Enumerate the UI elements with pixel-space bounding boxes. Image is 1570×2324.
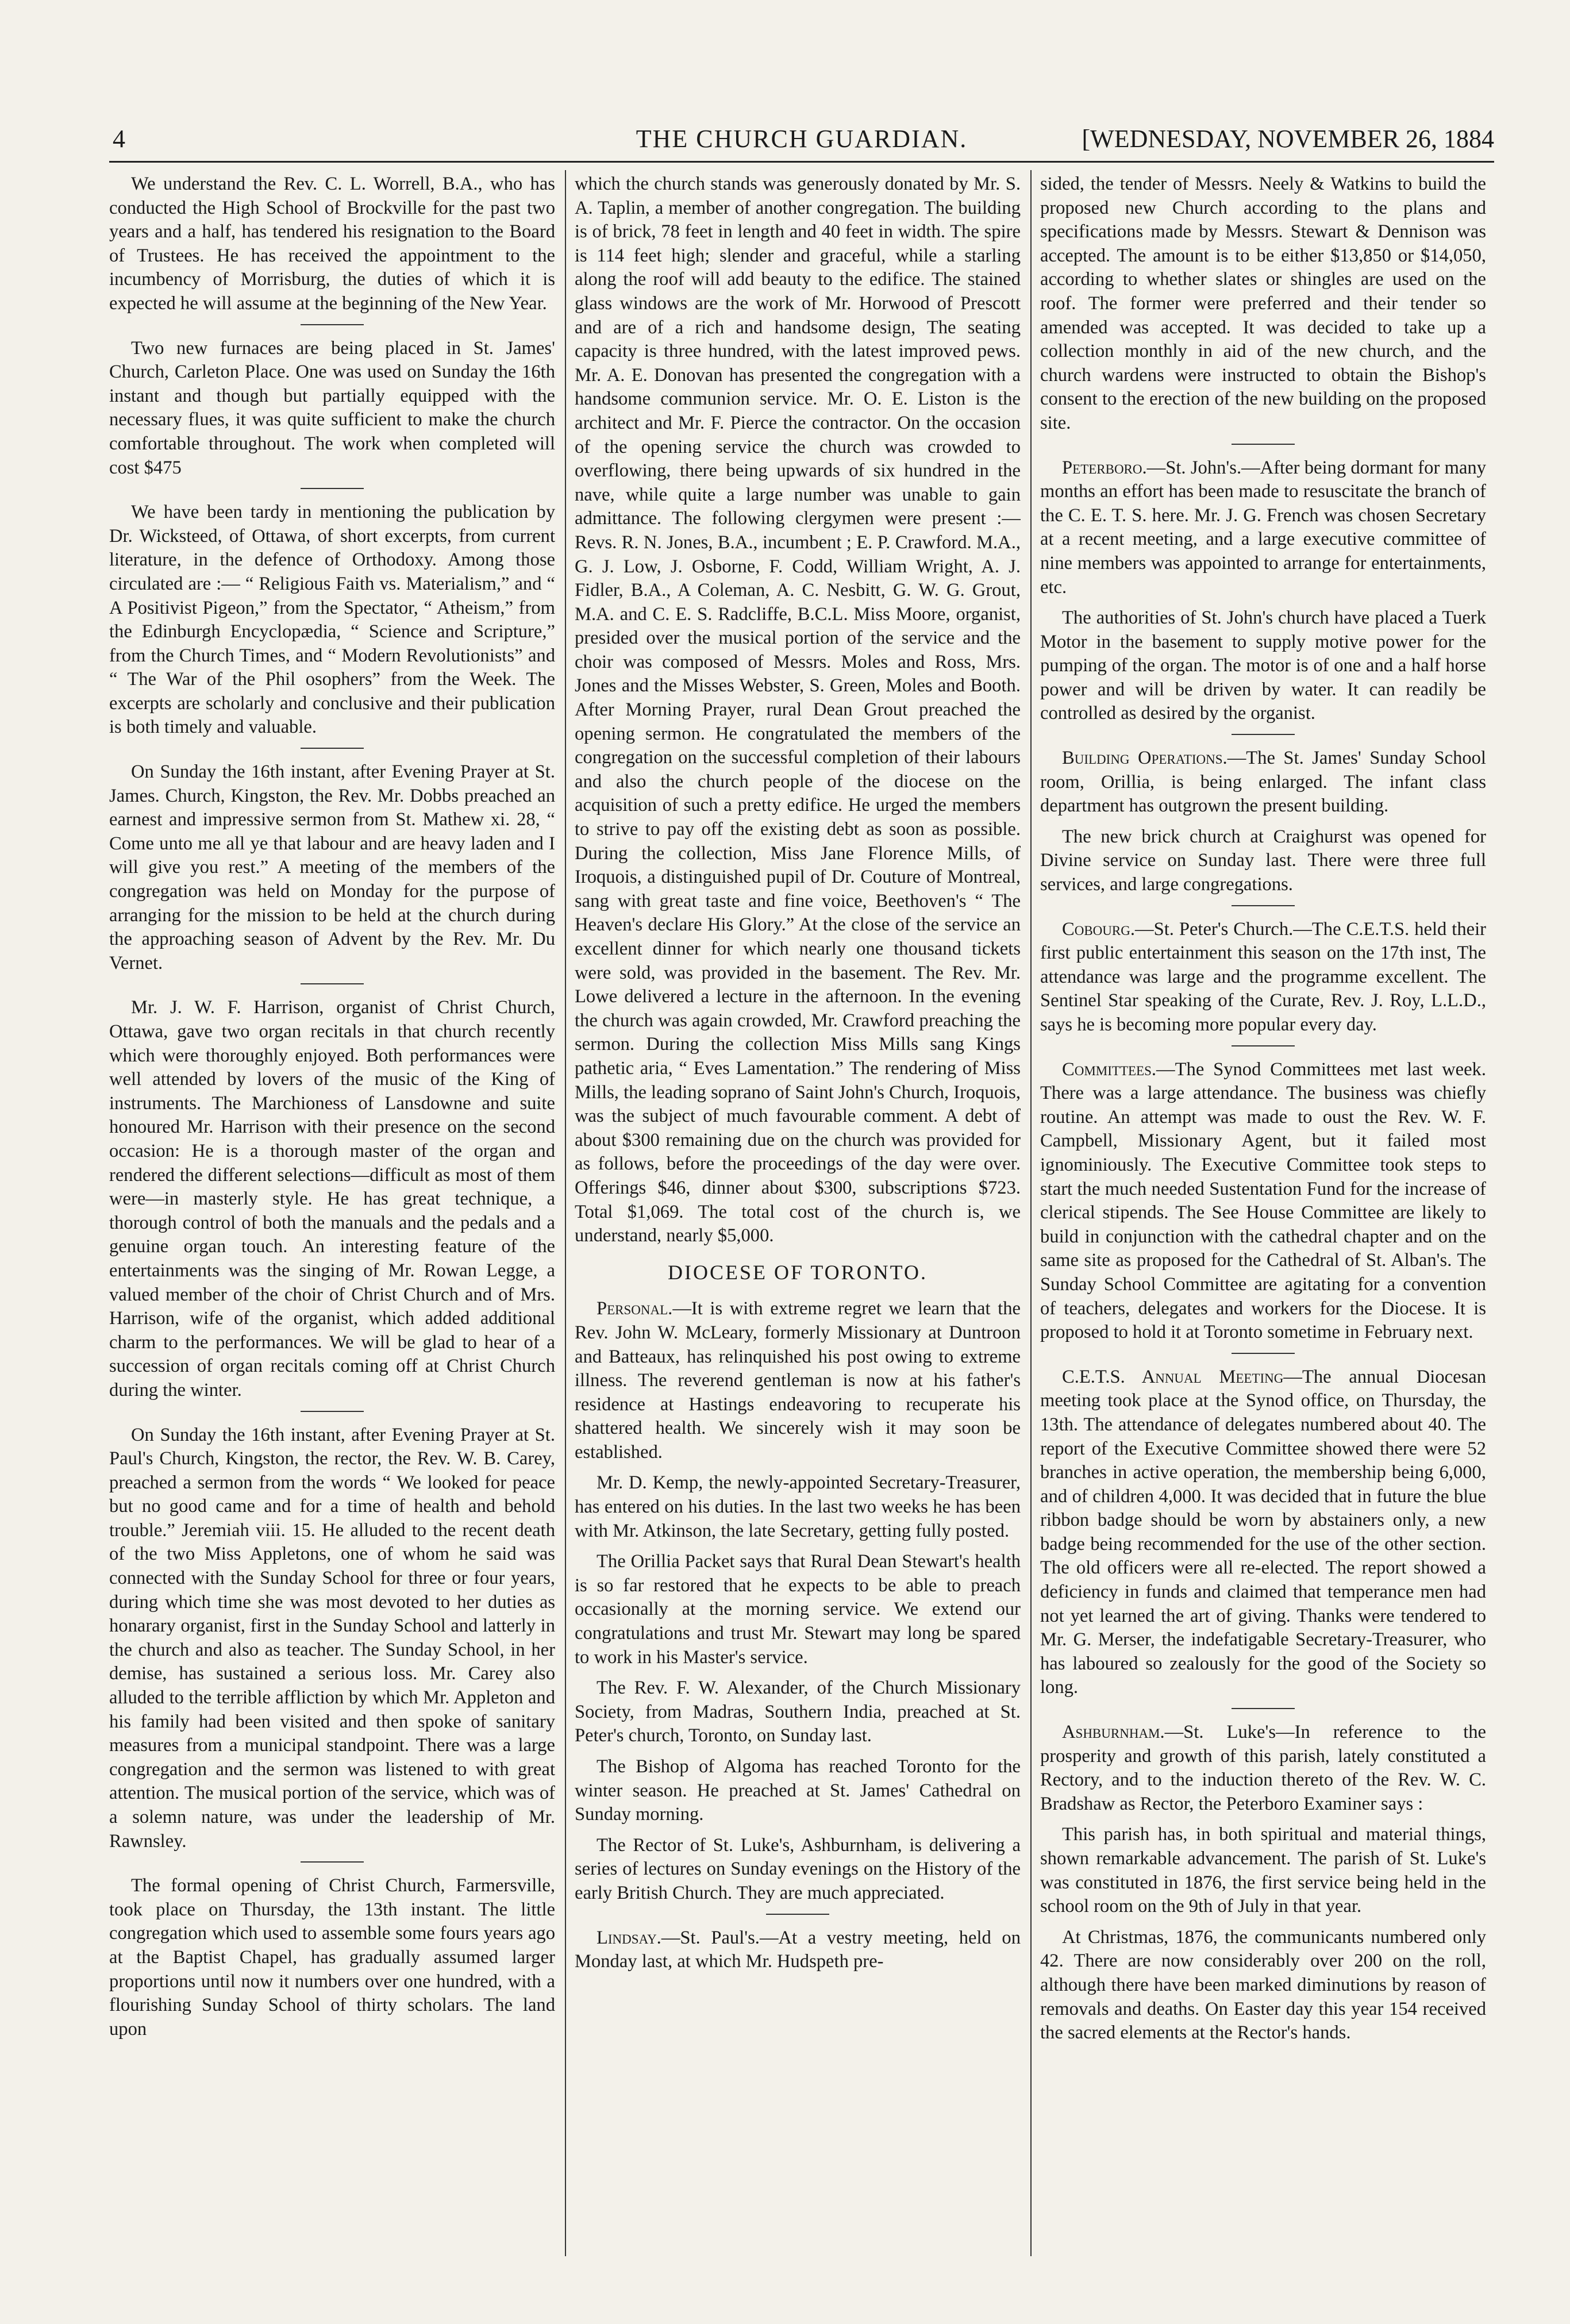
column-divider xyxy=(565,170,566,2256)
header-rule xyxy=(109,161,1494,163)
article-st-lukes-lectures: The Rector of St. Luke's, Ashburnham, is delivering a series of lectures on Sunday evenings on the History of the early British Church. They are much appreciated. xyxy=(575,1834,1021,1903)
article-wicksteed: We have been tardy in mentioning the publication by Dr. Wicksteed, of Ottawa, of short excerpts, from current literature, in the defence of Orthodoxy. Among those circulated are :— “ Religious Faith vs. Materialism,” and “ A Positivist Pigeon,” from the Spectator, “ Atheism,” from the Edinburgh Encyclopædia, “ Science and Scripture,” from the Church Times, and “ Modern Revolutionists” and “ The War of the Phil osophers” from the Week. The excerpts are scholarly and conclusive and their publication is both timely and valuable. xyxy=(109,502,555,738)
article-lindsay xyxy=(575,1926,1021,1974)
column-2 xyxy=(575,172,1021,2253)
article-lindsay-cont: sided, the tender of Messrs. Neely & Watkins to build the proposed new Church according to the plans and specifications made by Messrs. Stewart & Dennison was accepted. The amount is to be either $13,850 or $14,050, according to whether slates or shingles are used on the roof. The former were preferred and their tender so amended was accepted. It was decided to take up a collection monthly in aid of the new church, and the church wardens were instructed to obtain the Bishop's consent to the erection of the new building on the proposed site. xyxy=(1040,174,1486,433)
article-body: —St. Peter's Church.—The C.E.T.S. held their first public entertainment this season on the 17th inst, The attendance was large and the programme excellent. The Sentinel Star speaking of the Curate, Rev. J. Roy, L.L.D., says he is becoming more popular every day. xyxy=(1040,918,1486,1035)
article-ashburnham-advancement: This parish has, in both spiritual and material things, shown remarkable advancement. The parish of St. Luke's was constituted in 1876, the first service being held in the school room on the 9th of July in that year. xyxy=(1040,1824,1486,1917)
article-furnaces: Two new furnaces are being placed in St. James' Church, Carleton Place. One was used on Sunday the 16th instant and though but partially equipped with the necessary flues, it was quite sufficient to make the church comfortable throughout. The work when completed will cost $475 xyxy=(109,337,555,478)
article-cets-meeting xyxy=(1040,1365,1486,1700)
article-body: —St. John's.—After being dormant for many months an effort has been made to resuscitate the branch of the C. E. T. S. here. Mr. J. G. French was chosen Secretary at a recent meeting, and a large executive committee of nine members was appointed to arrange for entertainments, etc. xyxy=(1040,457,1486,598)
article-separator xyxy=(1232,1353,1295,1354)
article-ashburnham-christmas: At Christmas, 1876, the communicants numbered only 42. There are now considerably over 200 on the roll, although there have been marked diminutions by reason of removals and deaths. On Easter day this year 154 received the sacred elements at the Rector's hands. xyxy=(1040,1926,1486,2044)
article-st-james-kingston: On Sunday the 16th instant, after Evening Prayer at St. James. Church, Kingston, the Rev. Mr. Dobbs preached an earnest and impressive sermon from St. Mathew xi. 28, “ Come unto me all ye that labour and are heavy laden and I will give you rest.” A meeting of the members of the congregation was held on Monday for the purpose of arranging for the mission to be held at the church during the approaching season of Advent by the Rev. Mr. Du Vernet. xyxy=(109,761,555,974)
article-lead: Ashburnham. xyxy=(1062,1722,1165,1743)
article-lead: Peterboro. xyxy=(1062,457,1147,478)
article-body: —The St. James' Sunday School room, Orillia, is being enlarged. The infant class department has outgrown the present building. xyxy=(1040,748,1486,817)
article-harrison-recitals: Mr. J. W. F. Harrison, organist of Christ Church, Ottawa, gave two organ recitals in that church recently which were thoroughly enjoyed. Both performances were well attended by lovers of the music of the King of instruments. The Marchioness of Lansdowne and suite honoured Mr. Harrison with their presence on the second occasion: He is a thorough master of the organ and rendered the different selections—difficult as most of them were—in masterly style. He has great technique, a thorough control of both the manuals and the pedals and a genuine organ touch. An interesting feature of the entertainments was the singing of Mr. Rowan Legge, a valued member of the choir of Christ Church and of Mrs. Harrison, wife of the organist, which added additional charm to the performances. We will be glad to hear of a succession of organ recitals coming off at Christ Church during the winter. xyxy=(109,997,555,1400)
article-peterboro xyxy=(1040,456,1486,600)
article-lead: Committees. xyxy=(1062,1059,1157,1080)
column-divider xyxy=(1030,170,1032,2256)
article-ashburnham xyxy=(1040,1721,1486,1816)
article-alexander: The Rev. F. W. Alexander, of the Church Missionary Society, from Madras, Southern India, preached at St. Peter's church, Toronto, on Sunday last. xyxy=(575,1677,1021,1746)
article-farmersville: The formal opening of Christ Church, Farmersville, took place on Thursday, the 13th instant. The little congregation which used to assemble some fours years ago at the Baptist Chapel, has gradually assumed larger proportions until now it numbers over one hundred, with a flourishing Sunday School of thirty scholars. The land upon xyxy=(109,1875,555,2040)
article-lead: Building Operations. xyxy=(1062,748,1227,769)
article-separator xyxy=(1232,734,1295,735)
article-cobourg xyxy=(1040,918,1486,1037)
page-header xyxy=(109,122,1494,156)
article-separator xyxy=(301,1411,364,1412)
article-lead: C.E.T.S. Annual Meeting xyxy=(1062,1366,1284,1387)
article-orillia-packet: The Orillia Packet says that Rural Dean Stewart's health is so far restored that he expects to be able to preach occasionally at the morning service. We extend our congratulations and trust Mr. Stewart may long be spared to work in his Master's service. xyxy=(575,1551,1021,1668)
article-separator xyxy=(1232,444,1295,445)
article-body: —The Synod Committees met last week. There was a large attendance. The business was chiefly routine. An attempt was made to oust the Rev. W. F. Campbell, Missionary Agent, but it failed most ignominiously. The Executive Committee took steps to start the much needed Sustentation Fund for the increase of clerical stipends. The See House Committee are likely to build in conjunction with the cathedral chapter and on the same site as proposed for the Cathedral of St. Alban's. The Sunday School Committee are agitating for a convention of teachers, delegates and workers for the Diocese. It is proposed to hold it at Toronto sometime in February next. xyxy=(1040,1059,1486,1343)
issue-date: [WEDNESDAY, NOVEMBER 26, 1884 xyxy=(1082,125,1494,153)
article-lead: Cobourg. xyxy=(1062,918,1135,940)
article-worrell: We understand the Rev. C. L. Worrell, B.A., who has conducted the High School of Brockville for the past two years and a half, has tendered his resignation to the Board of Trustees. He has received the appointment to the incumbency of Morrisburg, the duties of which it is expected he will assume at the beginning of the New Year. xyxy=(109,174,555,314)
article-separator xyxy=(301,488,364,489)
article-algoma: The Bishop of Algoma has reached Toronto for the winter season. He preached at St. James' Cathedral on Sunday morning. xyxy=(575,1756,1021,1825)
article-separator xyxy=(1232,1708,1295,1709)
article-craighurst: The new brick church at Craighurst was opened for Divine service on Sunday last. There were three full services, and large congregations. xyxy=(1040,826,1486,895)
column-3 xyxy=(1040,172,1486,2253)
article-body: —St. Luke's—In reference to the prosperity and growth of this parish, lately constituted a Rectory, and to the induction thereto of the Rev. W. C. Bradshaw as Rector, the Peterboro Examiner says : xyxy=(1040,1722,1486,1814)
article-lead: Personal. xyxy=(597,1298,673,1319)
column-1 xyxy=(109,172,555,2253)
section-heading: DIOCESE OF TORONTO. xyxy=(667,1260,928,1284)
article-tuerk-motor: The authorities of St. John's church have placed a Tuerk Motor in the basement to supply motive power for the pumping of the organ. The motor is of one and a half horse power and will be driven by water. It can readily be controlled as desired by the organist. xyxy=(1040,607,1486,724)
article-farmersville-cont: which the church stands was generously donated by Mr. S. A. Taplin, a member of another congregation. The building is of brick, 78 feet in length and 40 feet in width. The spire is 114 feet high; slender and graceful, while a starling along the roof will add beauty to the edifice. The stained glass windows are the work of Mr. Horwood of Prescott and are of a rich and handsome design, The seating capacity is three hundred, with the latest improved pews. Mr. A. E. Donovan has presented the congregation with a handsome communion service. Mr. O. E. Liston is the architect and Mr. F. Pierce the contractor. On the occasion of the opening service the church was crowded to overflowing, there being upwards of six hundred in the nave, while quite a large number was unable to gain admittance. The following clergymen were present :—Revs. R. N. Jones, B.A., incumbent ; E. P. Crawford. M.A., G. J. Low, J. Osborne, F. Codd, William Wright, A. J. Fidler, B.A., A Coleman, A. C. Nesbitt, G. W. G. Grout, M.A. and C. E. S. Radcliffe, B.C.L. Miss Moore, organist, presided over the musical portion of the service and the choir was composed of Messrs. Moles and Ross, Mrs. Jones and the Misses Webster, S. Green, Moles and Booth. After Morning Prayer, rural Dean Grout preached the opening sermon. He congratulated the members of the congregation on the successful completion of their labours and also the church people of the diocese on the acquisition of such a pretty edifice. He urged the members to strive to pay off the existing debt as soon as possible. During the collection, Miss Jane Florence Mills, of Iroquois, a distinguished pupil of Dr. Couture of Montreal, sang with great taste and fine voice, Beethoven's “ The Heaven's declare His Glory.” At the close of the service an excellent dinner for which nearly one thousand tickets were sold, was provided in the basement. The Rev. Mr. Lowe delivered a lecture in the afternoon. In the evening the church was again crowded, Mr. Crawford preaching the sermon. During the collection Miss Mills sang Kings pathetic aria, “ Eves Lamentation.” The rendering of Miss Mills, the leading soprano of Saint John's Church, Iroquois, was the subject of much favourable comment. A debt of about $300 remaining due on the church was provided for as follows, before the proceedings of the day were over. Offerings $46, dinner about $300, subscriptions $723. Total $1,069. The total cost of the church is, we understand, nearly $5,000. xyxy=(575,174,1021,1246)
article-body: —It is with extreme regret we learn that the Rev. John W. McLeary, formerly Missionary at Duntroon and Batteaux, has relinquished his post owing to extreme illness. The reverend gentleman is now at his father's residence at Hastings endeavoring to recuperate his shattered health. We sincerely wish it may soon be established. xyxy=(575,1298,1021,1463)
article-building-operations xyxy=(1040,747,1486,818)
masthead-title: THE CHURCH GUARDIAN. xyxy=(636,125,968,153)
article-personal xyxy=(575,1297,1021,1464)
article-committees xyxy=(1040,1058,1486,1345)
article-separator xyxy=(1232,1045,1295,1046)
article-separator xyxy=(301,1861,364,1863)
page-number: 4 xyxy=(113,125,125,153)
article-body: —St. Paul's.—At a vestry meeting, held on Monday last, at which Mr. Hudspeth pre- xyxy=(575,1927,1021,1972)
article-body: —The annual Diocesan meeting took place at the Synod office, on Thursday, the 13th. The attendance of delegates numbered about 40. The report of the Executive Committee showed there were 52 branches in active operation, the membership being 6,000, and of children 4,000. It was decided that in future the blue ribbon badge should be worn by abstainers only, a new badge being recommended for the use of the other section. The old officers were all re-elected. The report showed a deficiency in funds and claimed that temperance men had not yet learned the art of giving. Thanks were tendered to Mr. G. Merser, the indefatigable Secretary-Treasurer, who has laboured so zealously for the good of the Society so long. xyxy=(1040,1366,1486,1698)
article-separator xyxy=(1232,905,1295,906)
article-kemp: Mr. D. Kemp, the newly-appointed Secretary-Treasurer, has entered on his duties. In the last two weeks he has been with Mr. Atkinson, the late Secretary, getting fully posted. xyxy=(575,1472,1021,1541)
article-separator xyxy=(766,1914,829,1915)
article-separator xyxy=(301,983,364,984)
article-st-pauls-kingston: On Sunday the 16th instant, after Evening Prayer at St. Paul's Church, Kingston, the rector, the Rev. W. B. Carey, preached a sermon from the words “ We looked for peace but no good came and for a time of health and behold trouble.” Jeremiah viii. 15. He alluded to the recent death of the two Miss Appletons, one of whom he said was connected with the Sunday School for three or four years, during which time she was most devoted to her duties as honarary organist, first in the Sunday School and latterly in the church and also as teacher. The Sunday School, in her demise, has sustained a serious loss. Mr. Carey also alluded to the terrible affliction by which Mr. Appleton and his family had been visited and then spoke of sanitary measures from a municipal standpoint. There was a large congregation and the sermon was listened to with great attention. The musical portion of the service, which was of a solemn nature, was under the leadership of Mr. Rawnsley. xyxy=(109,1424,555,1852)
article-lead: Lindsay. xyxy=(597,1927,661,1948)
article-separator xyxy=(301,748,364,749)
article-separator xyxy=(301,324,364,325)
